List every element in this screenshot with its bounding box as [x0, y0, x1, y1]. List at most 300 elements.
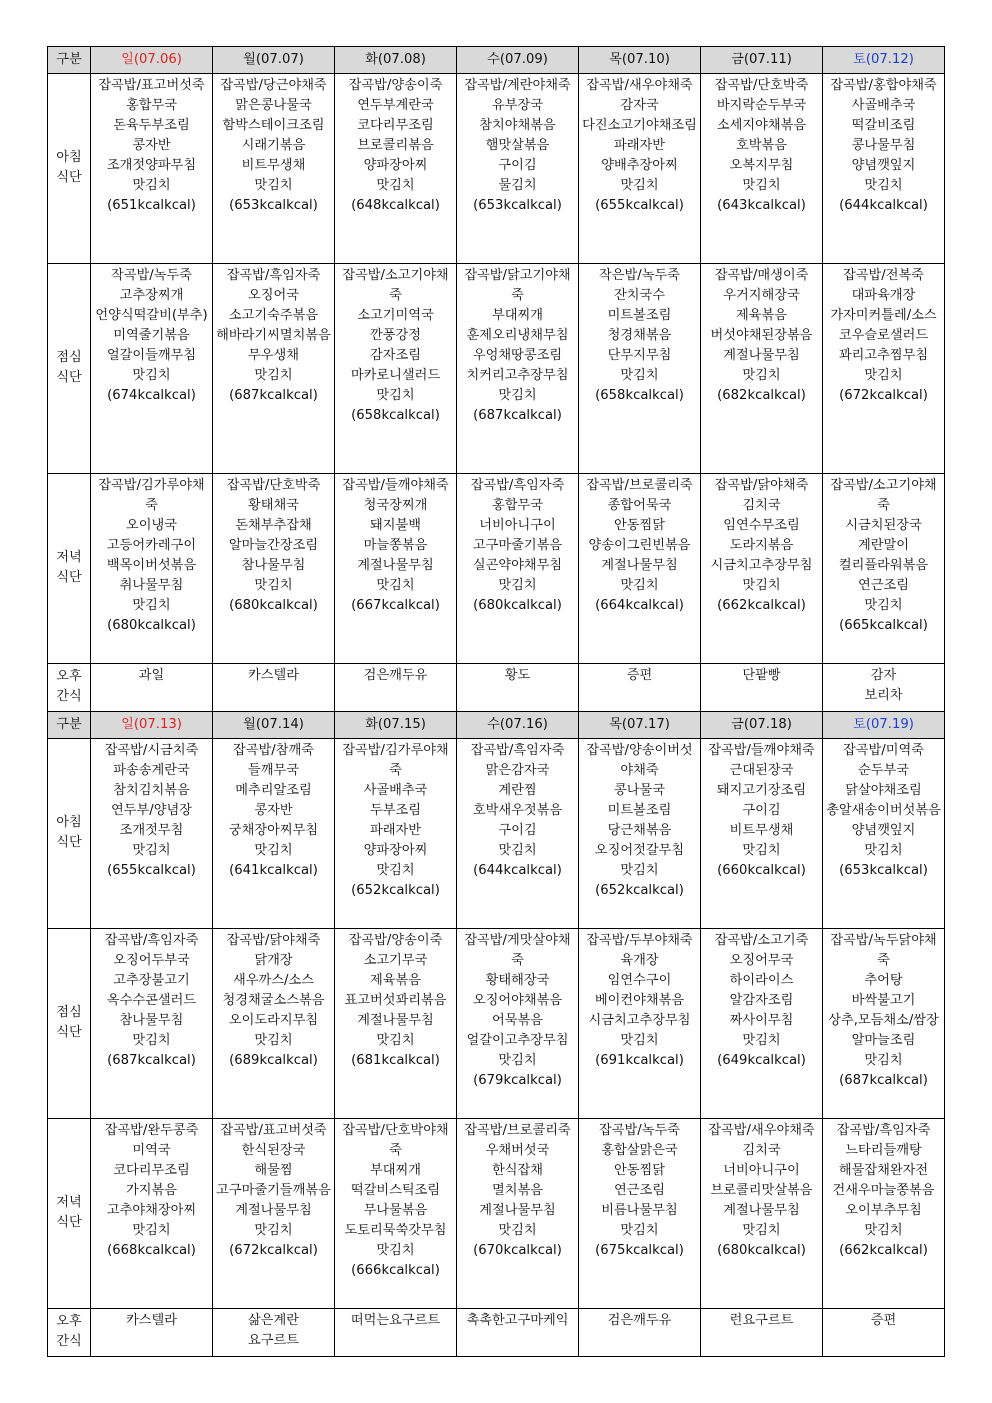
menu-cell — [579, 664, 701, 712]
menu-item: 물김치 — [498, 178, 537, 193]
menu-item: 실곤약야채무침 — [472, 558, 563, 573]
menu-item: 계절나물무침 — [723, 1203, 800, 1218]
menu-item: 잡곡밥/게맛살야채죽 — [464, 933, 571, 968]
menu-cell — [579, 1309, 701, 1357]
menu-item: 오이부추무침 — [845, 1203, 922, 1218]
calorie-value: (679kcalkcal) — [473, 1073, 562, 1088]
menu-item: 맛김치 — [132, 368, 171, 383]
menu-item: 너비아니구이 — [479, 518, 556, 533]
menu-item: 맛김치 — [376, 1033, 415, 1048]
menu-item: 계절나물무침 — [357, 558, 434, 573]
menu-item: 베이컨야채볶음 — [594, 993, 685, 1008]
menu-item: 맛김치 — [498, 843, 537, 858]
menu-item: 맛김치 — [742, 843, 781, 858]
menu-item: 잡곡밥/소고기죽 — [714, 933, 809, 948]
calorie-value: (680kcalkcal) — [717, 1243, 806, 1258]
snack-row — [48, 1309, 945, 1357]
menu-item: 비트무생채 — [241, 158, 306, 173]
menu-item: 새우까스/소스 — [233, 973, 314, 988]
menu-item: 가자미커틀레/소스 — [830, 308, 937, 323]
menu-item: 증편 — [626, 668, 653, 683]
menu-cell — [701, 1309, 823, 1357]
menu-item: 맛김치 — [254, 578, 293, 593]
menu-cell — [823, 664, 945, 712]
menu-item: 함박스테이크조림 — [222, 118, 325, 133]
menu-cell — [701, 74, 823, 264]
menu-item: 소세지야채볶음 — [716, 118, 807, 133]
menu-item: 해물찜 — [254, 1163, 293, 1178]
menu-item: 계절나물무침 — [235, 1203, 312, 1218]
menu-item: 잡곡밥/당근야채죽 — [220, 78, 327, 93]
menu-item: 들깨무국 — [248, 763, 299, 778]
menu-item: 우채버섯국 — [485, 1143, 550, 1158]
menu-item: 멸치볶음 — [492, 1183, 543, 1198]
menu-item: 맛김치 — [864, 1223, 903, 1238]
menu-item: 맛김치 — [864, 598, 903, 613]
menu-item: 양념깻잎지 — [851, 158, 916, 173]
menu-item: 너비아니구이 — [723, 1163, 800, 1178]
menu-item: 김치국 — [742, 498, 781, 513]
menu-item: 잡곡밥/브로콜리죽 — [586, 478, 693, 493]
calorie-value: (655kcalkcal) — [595, 198, 684, 213]
menu-item: 맛김치 — [254, 843, 293, 858]
menu-item: 제육볶음 — [370, 973, 421, 988]
menu-item: 떡갈비스틱조림 — [350, 1183, 441, 1198]
menu-item: 미트볼조림 — [607, 803, 672, 818]
menu-item: 연두부/양념장 — [111, 803, 192, 818]
calorie-value: (689kcalkcal) — [229, 1053, 318, 1068]
menu-item: 표고버섯꽈리볶음 — [344, 993, 447, 1008]
menu-item: 맛김치 — [498, 578, 537, 593]
menu-item: 맛김치 — [742, 1223, 781, 1238]
menu-item: 사골배추국 — [363, 783, 428, 798]
menu-item: 과일 — [138, 668, 165, 683]
menu-cell — [213, 1309, 335, 1357]
menu-item: 돼지고기장조림 — [716, 783, 807, 798]
menu-item: 건새우마늘쫑볶음 — [832, 1183, 935, 1198]
menu-item: 구이김 — [498, 823, 537, 838]
menu-item: 참치김치볶음 — [113, 783, 190, 798]
dinner-label: 저녁 식단 — [48, 1119, 91, 1309]
menu-cell — [457, 474, 579, 664]
menu-item: 백목이버섯볶음 — [106, 558, 197, 573]
menu-item: 알마늘조림 — [851, 1033, 916, 1048]
calorie-value: (643kcalkcal) — [717, 198, 806, 213]
calorie-value: (662kcalkcal) — [717, 598, 806, 613]
day-header: 토(07.12) — [823, 47, 945, 74]
menu-item: 종합어묵국 — [607, 498, 672, 513]
menu-item: 마늘쫑볶음 — [363, 538, 428, 553]
menu-item: 고구마줄기볶음 — [472, 538, 563, 553]
menu-item: 해바라기씨멸치볶음 — [216, 328, 331, 343]
menu-item: 당근채볶음 — [607, 823, 672, 838]
menu-item: 잡곡밥/계란야채죽 — [464, 78, 571, 93]
menu-cell — [701, 739, 823, 929]
menu-cell — [701, 474, 823, 664]
menu-item: 컬리플라워볶음 — [838, 558, 929, 573]
day-header: 월(07.07) — [213, 47, 335, 74]
menu-item: 한식잡채 — [492, 1163, 543, 1178]
header-label: 구분 — [48, 712, 91, 739]
menu-item: 맛김치 — [620, 368, 659, 383]
lunch-row — [48, 264, 945, 474]
menu-item: 잡곡밥/들깨야채죽 — [708, 743, 815, 758]
menu-item: 검은깨두유 — [363, 668, 428, 683]
menu-item: 다진소고기야채조림 — [582, 118, 697, 133]
menu-cell — [91, 474, 213, 664]
menu-item: 맛김치 — [376, 178, 415, 193]
menu-item: 맛김치 — [498, 1053, 537, 1068]
menu-item: 촉촉한고구마케익 — [466, 1313, 569, 1328]
menu-item: 돈채부추잡채 — [235, 518, 312, 533]
menu-item: 계란찜 — [498, 783, 537, 798]
menu-cell — [457, 929, 579, 1119]
calorie-value: (680kcalkcal) — [107, 618, 196, 633]
menu-item: 무나물볶음 — [363, 1203, 428, 1218]
menu-item: 얼갈이들깨무침 — [106, 348, 197, 363]
menu-cell — [457, 1119, 579, 1309]
menu-cell — [213, 739, 335, 929]
menu-item: 도토리묵쑥갓무침 — [344, 1223, 447, 1238]
menu-item: 양념깻잎지 — [851, 823, 916, 838]
menu-cell — [579, 739, 701, 929]
menu-item: 임연수무조림 — [723, 518, 800, 533]
calorie-value: (687kcalkcal) — [473, 408, 562, 423]
day-header: 화(07.15) — [335, 712, 457, 739]
menu-item: 맛김치 — [864, 1053, 903, 1068]
calorie-value: (649kcalkcal) — [717, 1053, 806, 1068]
menu-cell — [213, 664, 335, 712]
menu-item: 부대찌개 — [370, 1163, 421, 1178]
menu-item: 잡곡밥/새우야채죽 — [586, 78, 693, 93]
menu-item: 파래자반 — [370, 823, 421, 838]
menu-item: 감자국 — [620, 98, 659, 113]
menu-item: 맑은콩나물국 — [235, 98, 312, 113]
menu-item: 느타리들깨탕 — [845, 1143, 922, 1158]
menu-item: 짜사이무침 — [729, 1013, 794, 1028]
menu-item: 증편 — [870, 1313, 897, 1328]
menu-item: 홍합무국 — [126, 98, 177, 113]
menu-item: 햄맛살볶음 — [485, 138, 550, 153]
menu-cell — [91, 264, 213, 474]
menu-item: 작은밥/녹두죽 — [599, 268, 680, 283]
day-header: 일(07.13) — [91, 712, 213, 739]
menu-item: 잡곡밥/닭야채죽 — [714, 478, 809, 493]
menu-item: 맛김치 — [376, 578, 415, 593]
menu-item: 단무지무침 — [607, 348, 672, 363]
menu-item: 양송이그린빈볶음 — [588, 538, 691, 553]
menu-cell — [701, 264, 823, 474]
calorie-value: (658kcalkcal) — [595, 388, 684, 403]
dinner-row — [48, 1119, 945, 1309]
menu-item: 시금치고추장무침 — [588, 1013, 691, 1028]
menu-item: 파송송계란국 — [113, 763, 190, 778]
menu-item: 연근조림 — [614, 1183, 665, 1198]
calorie-value: (644kcalkcal) — [839, 198, 928, 213]
menu-item: 시금치된장국 — [845, 518, 922, 533]
day-header: 금(07.18) — [701, 712, 823, 739]
meal-table-body — [48, 47, 945, 1357]
calorie-value: (653kcalkcal) — [229, 198, 318, 213]
menu-item: 도라지볶음 — [729, 538, 794, 553]
menu-item: 조개젓무침 — [119, 823, 184, 838]
menu-item: 잡곡밥/흑임자죽 — [470, 478, 565, 493]
calorie-value: (681kcalkcal) — [351, 1053, 440, 1068]
menu-item: 버섯야채된장볶음 — [710, 328, 813, 343]
menu-item: 맛김치 — [376, 1243, 415, 1258]
menu-item: 조개젓양파무침 — [106, 158, 197, 173]
menu-item: 맛김치 — [376, 388, 415, 403]
menu-item: 옥수수콘샐러드 — [106, 993, 197, 1008]
menu-item: 소고기미역국 — [357, 308, 434, 323]
dinner-row — [48, 474, 945, 664]
day-header: 월(07.14) — [213, 712, 335, 739]
menu-item: 참나물무침 — [241, 558, 306, 573]
menu-item: 콩자반 — [132, 138, 171, 153]
calorie-value: (653kcalkcal) — [839, 863, 928, 878]
menu-cell — [91, 1309, 213, 1357]
day-header: 토(07.19) — [823, 712, 945, 739]
menu-item: 추어탕 — [864, 973, 903, 988]
menu-item: 부대찌개 — [492, 308, 543, 323]
menu-item: 잡곡밥/두부야채죽 — [586, 933, 693, 948]
menu-cell — [91, 739, 213, 929]
menu-cell — [213, 264, 335, 474]
menu-item: 계절나물무침 — [723, 348, 800, 363]
menu-item: 고등어카레구이 — [106, 538, 197, 553]
menu-item: 꽈리고추찜무침 — [838, 348, 929, 363]
menu-item: 잡곡밥/시금치죽 — [104, 743, 199, 758]
menu-item: 총알새송이버섯볶음 — [826, 803, 941, 818]
breakfast-row — [48, 74, 945, 264]
menu-item: 잡곡밥/참깨죽 — [233, 743, 314, 758]
menu-cell — [335, 264, 457, 474]
menu-item: 맛김치 — [132, 1223, 171, 1238]
menu-item: 김치국 — [742, 1143, 781, 1158]
weekly-meal-table — [47, 46, 945, 1357]
menu-item: 코우슬로샐러드 — [838, 328, 929, 343]
menu-cell — [823, 1309, 945, 1357]
menu-item: 잡곡밥/미역죽 — [843, 743, 924, 758]
menu-cell — [579, 929, 701, 1119]
menu-item: 바싹불고기 — [851, 993, 916, 1008]
calorie-value: (648kcalkcal) — [351, 198, 440, 213]
calorie-value: (672kcalkcal) — [839, 388, 928, 403]
menu-item: 잡곡밥/닭고기야채죽 — [464, 268, 571, 303]
menu-item: 떡갈비조림 — [851, 118, 916, 133]
menu-cell — [579, 264, 701, 474]
menu-item: 얼갈이고추장무침 — [466, 1033, 569, 1048]
menu-cell — [701, 929, 823, 1119]
menu-item: 잡곡밥/양송이죽 — [348, 933, 443, 948]
snack-label: 오후 간식 — [48, 664, 91, 712]
menu-item: 브로콜리볶음 — [357, 138, 434, 153]
menu-cell — [91, 1119, 213, 1309]
menu-item: 단팥빵 — [742, 668, 781, 683]
menu-item: 잡곡밥/양송이버섯야채죽 — [586, 743, 693, 778]
menu-item: 맛김치 — [620, 578, 659, 593]
calorie-value: (655kcalkcal) — [107, 863, 196, 878]
menu-cell — [335, 74, 457, 264]
menu-item: 비름나물무침 — [601, 1203, 678, 1218]
menu-item: 맛김치 — [132, 843, 171, 858]
menu-item: 맛김치 — [254, 368, 293, 383]
menu-cell — [335, 739, 457, 929]
calorie-value: (651kcalkcal) — [107, 198, 196, 213]
menu-item: 구이김 — [742, 803, 781, 818]
menu-item: 런요구르트 — [729, 1313, 794, 1328]
menu-cell — [823, 264, 945, 474]
menu-cell — [701, 664, 823, 712]
lunch-row — [48, 929, 945, 1119]
menu-item: 근대된장국 — [729, 763, 794, 778]
menu-item: 잡곡밥/표고버섯죽 — [98, 78, 205, 93]
menu-item: 참나물무침 — [119, 1013, 184, 1028]
menu-item: 한식된장국 — [241, 1143, 306, 1158]
menu-item: 우엉채땅콩조림 — [472, 348, 563, 363]
day-header: 금(07.11) — [701, 47, 823, 74]
menu-item: 양파장아찌 — [363, 158, 428, 173]
menu-item: 요구르트 — [248, 1333, 299, 1348]
menu-item: 맛김치 — [742, 1033, 781, 1048]
menu-cell — [701, 1119, 823, 1309]
menu-cell — [823, 929, 945, 1119]
menu-item: 미역국 — [132, 1143, 171, 1158]
calorie-value: (667kcalkcal) — [351, 598, 440, 613]
menu-item: 잡곡밥/소고기야채죽 — [342, 268, 449, 303]
menu-item: 맛김치 — [620, 863, 659, 878]
menu-item: 잡곡밥/단호박죽 — [226, 478, 321, 493]
menu-item: 맛김치 — [376, 863, 415, 878]
menu-item: 보리차 — [864, 688, 903, 703]
menu-item: 잡곡밥/전복죽 — [843, 268, 924, 283]
menu-item: 오이도라지무침 — [228, 1013, 319, 1028]
calorie-value: (664kcalkcal) — [595, 598, 684, 613]
menu-cell — [335, 474, 457, 664]
calorie-value: (662kcalkcal) — [839, 1243, 928, 1258]
menu-item: 치커리고추장무침 — [466, 368, 569, 383]
menu-item: 안동찜닭 — [614, 518, 665, 533]
menu-item: 깐풍강정 — [370, 328, 421, 343]
menu-item: 콩자반 — [254, 803, 293, 818]
menu-item: 오징어국 — [248, 288, 299, 303]
menu-item: 카스텔라 — [248, 668, 299, 683]
menu-item: 참치야채볶음 — [479, 118, 556, 133]
menu-cell — [457, 74, 579, 264]
menu-item: 구이김 — [498, 158, 537, 173]
menu-item: 황태채국 — [248, 498, 299, 513]
menu-item: 잡곡밥/완두콩죽 — [104, 1123, 199, 1138]
menu-cell — [457, 664, 579, 712]
menu-cell — [823, 74, 945, 264]
calorie-value: (680kcalkcal) — [473, 598, 562, 613]
menu-cell — [91, 74, 213, 264]
menu-item: 맛김치 — [620, 178, 659, 193]
menu-item: 황도 — [504, 668, 531, 683]
menu-item: 상추,모듬채소/쌈장 — [828, 1013, 939, 1028]
menu-item: 고추야채장아찌 — [106, 1203, 197, 1218]
menu-cell — [579, 474, 701, 664]
menu-item: 알감자조림 — [729, 993, 794, 1008]
header-label: 구분 — [48, 47, 91, 74]
menu-item: 알마늘간장조림 — [228, 538, 319, 553]
menu-item: 잡곡밥/흑임자죽 — [104, 933, 199, 948]
menu-item: 맛김치 — [620, 1223, 659, 1238]
menu-item: 계란말이 — [858, 538, 909, 553]
calorie-value: (691kcalkcal) — [595, 1053, 684, 1068]
menu-item: 오징어무국 — [729, 953, 794, 968]
menu-item: 미역줄기볶음 — [113, 328, 190, 343]
calorie-value: (687kcalkcal) — [839, 1073, 928, 1088]
day-header: 목(07.10) — [579, 47, 701, 74]
menu-item: 가지볶음 — [126, 1183, 177, 1198]
menu-item: 오복지무침 — [729, 158, 794, 173]
menu-item: 맛김치 — [742, 178, 781, 193]
menu-item: 육개장 — [620, 953, 659, 968]
menu-item: 맛김치 — [254, 1223, 293, 1238]
menu-item: 계절나물무침 — [357, 1013, 434, 1028]
menu-item: 맛김치 — [132, 598, 171, 613]
menu-item: 콩나물국 — [614, 783, 665, 798]
lunch-label: 점심 식단 — [48, 264, 91, 474]
menu-cell — [457, 264, 579, 474]
calorie-value: (687kcalkcal) — [229, 388, 318, 403]
menu-item: 잡곡밥/흑임자죽 — [836, 1123, 931, 1138]
menu-item: 비트무생채 — [729, 823, 794, 838]
menu-item: 소고기무국 — [363, 953, 428, 968]
menu-cell — [213, 929, 335, 1119]
menu-cell — [335, 1309, 457, 1357]
menu-item: 잡곡밥/흑임자죽 — [470, 743, 565, 758]
menu-cell — [335, 929, 457, 1119]
menu-item: 잡곡밥/녹두죽 — [599, 1123, 680, 1138]
calorie-value: (680kcalkcal) — [229, 598, 318, 613]
menu-item: 언양식떡갈비(부추) — [95, 308, 208, 323]
menu-item: 어묵볶음 — [492, 1013, 543, 1028]
menu-item: 잡곡밥/매생이죽 — [714, 268, 809, 283]
menu-item: 제육볶음 — [736, 308, 787, 323]
calorie-value: (658kcalkcal) — [351, 408, 440, 423]
menu-item: 콩나물무침 — [851, 138, 916, 153]
menu-item: 떠먹는요구르트 — [350, 1313, 441, 1328]
calorie-value: (652kcalkcal) — [595, 883, 684, 898]
menu-cell — [91, 664, 213, 712]
menu-item: 잡곡밥/표고버섯죽 — [220, 1123, 327, 1138]
menu-item: 검은깨두유 — [607, 1313, 672, 1328]
menu-item: 맑은감자국 — [485, 763, 550, 778]
menu-item: 호박새우젓볶음 — [472, 803, 563, 818]
menu-item: 맛김치 — [498, 388, 537, 403]
menu-item: 양파장아찌 — [363, 843, 428, 858]
calorie-value: (672kcalkcal) — [229, 1243, 318, 1258]
menu-item: 맛김치 — [864, 178, 903, 193]
day-header: 목(07.17) — [579, 712, 701, 739]
menu-item: 유부장국 — [492, 98, 543, 113]
menu-item: 맛김치 — [864, 368, 903, 383]
menu-item: 맛김치 — [742, 368, 781, 383]
menu-item: 임연수구이 — [607, 973, 672, 988]
menu-item: 바지락순두부국 — [716, 98, 807, 113]
menu-item: 시금치고추장무침 — [710, 558, 813, 573]
day-header: 수(07.16) — [457, 712, 579, 739]
calorie-value: (652kcalkcal) — [351, 883, 440, 898]
menu-item: 잔치국수 — [614, 288, 665, 303]
snack-row — [48, 664, 945, 712]
menu-cell — [335, 664, 457, 712]
menu-cell — [213, 1119, 335, 1309]
menu-item: 계절나물무침 — [601, 558, 678, 573]
menu-item: 코다리무조림 — [357, 118, 434, 133]
